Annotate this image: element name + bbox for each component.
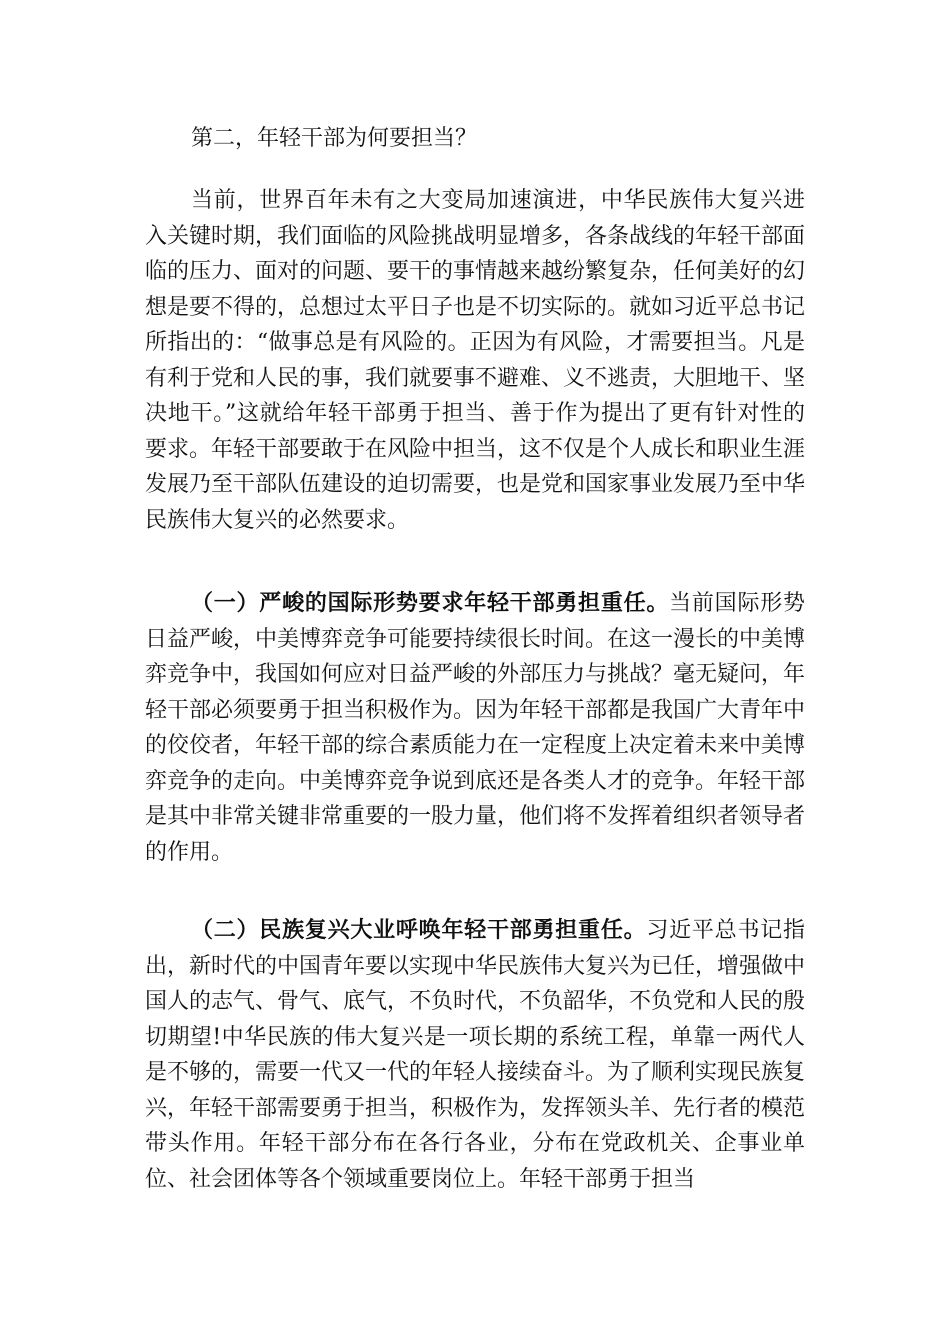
paragraph-3 (145, 913, 805, 1197)
paragraph-2-body: 当前国际形势日益严峻，中美博弈竞争可能要持续很长时间。在这一漫长的中美博弈竞争中，我国如何应对日益严峻的外部压力与挑战？毫无疑问，年轻干部必须要勇于担当积极作为。因为年轻干部都是我国广大青年中的佼佼者，年轻干部的综合素质能力在一定程度上决定着未来中美博弈竞争的走向。中美博弈竞争说到底还是各类人才的竞争。年轻干部是其中非常关键非常重要的一股力量，他们将不发挥着组织者领导者的作用。 (145, 591, 806, 865)
section-heading: 第二，年轻干部为何要担当？ (191, 126, 478, 151)
paragraph-2-lead: （一）严峻的国际形势要求年轻干部勇担重任。 (191, 591, 670, 616)
paragraph-2 (145, 586, 805, 870)
paragraph-3-lead: （二）民族复兴大业呼唤年轻干部勇担重任。 (191, 918, 647, 943)
paragraph-1 (145, 183, 805, 538)
paragraph-3-body: 习近平总书记指出，新时代的中国青年要以实现中华民族伟大复兴为已任，增强做中国人的志气、骨气、底气，不负时代，不负韶华，不负党和人民的殷切期望!中华民族的伟大复兴是一项长期的系统工程，单靠一两代人是不够的，需要一代又一代的年轻人接续奋斗。为了顺利实现民族复兴，年轻干部需要勇于担当，积极作为，发挥领头羊、先行者的模范带头作用。年轻干部分布在各行各业，分布在党政机关、企事业单位、社会团体等各个领域重要岗位上。年轻干部勇于担当 (145, 918, 806, 1192)
paragraph-1-body: 当前，世界百年未有之大变局加速演进，中华民族伟大复兴进入关键时期，我们面临的风险挑战明显增多，各条战线的年轻干部面临的压力、面对的问题、要干的事情越来越纷繁复杂，任何美好的幻想是要不得的，总想过太平日子也是不切实际的。就如习近平总书记所指出的：“做事总是有风险的。正因为有风险，才需要担当。凡是有利于党和人民的事，我们就要事不避难、义不逃责，大胆地干、坚决地干。”这就给年轻干部勇于担当、善于作为提出了更有针对性的要求。年轻干部要敢于在风险中担当，这不仅是个人成长和职业生涯发展乃至干部队伍建设的迫切需要，也是党和国家事业发展乃至中华民族伟大复兴的必然要求。 (145, 188, 806, 533)
